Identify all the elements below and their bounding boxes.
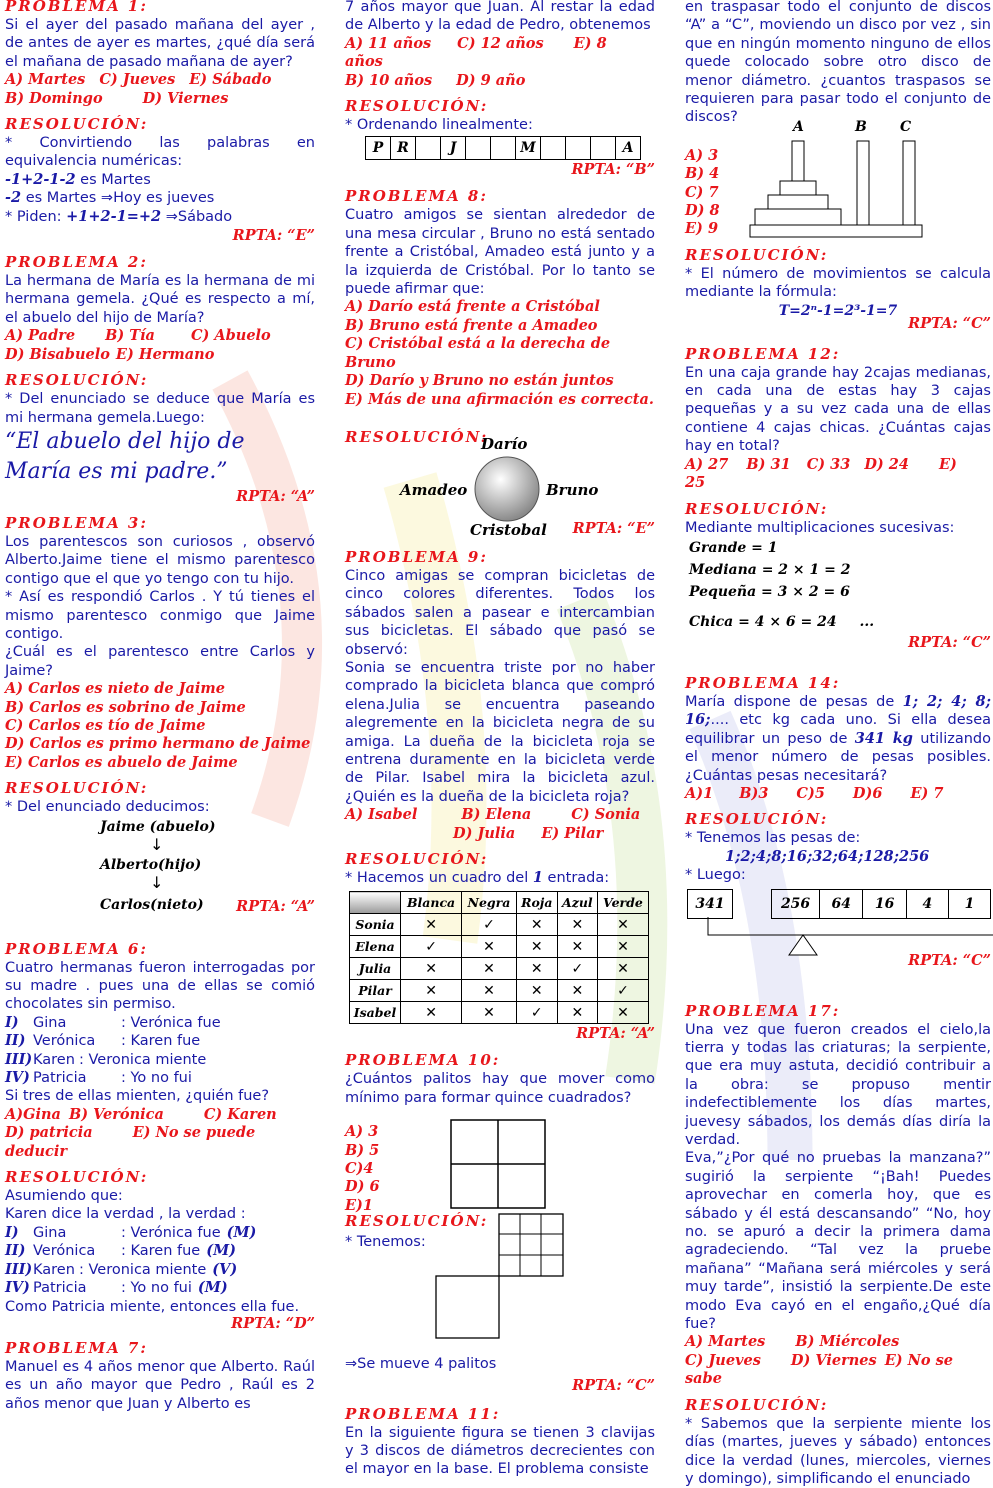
- option: A)Gina: [5, 1105, 61, 1123]
- problem-3-option: A) Carlos es nieto de Jaime: [5, 680, 225, 698]
- statement-row: [5, 1224, 315, 1242]
- problem-8-answer: RPTA: “E”: [572, 519, 655, 537]
- truth-mark: (M): [197, 1279, 228, 1297]
- option: A) 11 años: [345, 34, 432, 52]
- problem-3-text1: Los parentescos son curiosos , observó Alberto.Jaime tiene el mismo parentesco contigo que el que yo tengo con tu hijo.: [5, 533, 315, 587]
- balance-figure: [685, 885, 991, 957]
- text: utilizando el menor número de pesas posibles. ¿Cuántas pesas necesitará?: [685, 730, 991, 784]
- problem-9-options-row2: [345, 825, 655, 843]
- option: E) 8 años: [345, 34, 607, 71]
- problem-11-option: C) 7: [685, 183, 719, 201]
- statement-row: [5, 1261, 315, 1279]
- math: 341 kg: [854, 729, 913, 747]
- problem-14-res-line2: * Luego:: [685, 867, 746, 884]
- option: E) 25: [685, 455, 957, 492]
- statement-text: : Veronica miente: [79, 1261, 207, 1278]
- problem-1-answer: RPTA: “E”: [232, 227, 315, 245]
- math: -2: [5, 189, 22, 207]
- column-header: Verde: [597, 892, 648, 914]
- cross-icon: ✕: [516, 936, 557, 958]
- option: C) Karen: [203, 1105, 277, 1123]
- problem-10-option: E)1: [345, 1196, 374, 1214]
- truth-mark: (M): [206, 1242, 236, 1260]
- option: D) Viernes: [790, 1351, 877, 1369]
- statement-number: II): [5, 1242, 26, 1260]
- problem-12-options: [685, 456, 991, 493]
- ellipsis: ...: [859, 613, 875, 630]
- problem-14-res-line1: * Tenemos las pesas de:: [685, 830, 861, 847]
- cross-icon: ✕: [516, 914, 557, 936]
- statement-speaker: Verónica: [33, 1243, 96, 1260]
- seat-bruno: Bruno: [546, 480, 599, 499]
- statement-text: : Verónica fue: [121, 1014, 221, 1031]
- balance-beam: [707, 917, 993, 957]
- problem-11-text: En la siguiente figura se tienen 3 clavijas y 3 discos de diámetros decrecientes con el mayor en la base. El problema consiste: [345, 1424, 655, 1478]
- option: B)3: [739, 784, 769, 802]
- problem-1-text: Si el ayer del pasado mañana del ayer , de antes de ayer es martes, ¿qué día será el mañana de pasado mañana de ayer?: [5, 17, 315, 70]
- statement-row: [5, 1242, 315, 1260]
- option: C) 12 años: [457, 34, 544, 52]
- problem-12-answer: RPTA: “C”: [908, 633, 991, 651]
- order-cell: [491, 137, 516, 160]
- problem-3-option: B) Carlos es sobrino de Jaime: [5, 698, 246, 716]
- problem-2-answer: RPTA: “A”: [236, 487, 315, 505]
- order-cell: J: [441, 137, 466, 160]
- problem-6-options-row1: [5, 1106, 315, 1124]
- truth-mark: (V): [212, 1260, 238, 1278]
- problem-1-options-row1: [5, 71, 315, 89]
- cross-icon: ✕: [401, 914, 462, 936]
- tree-node-carlos: Carlos(nieto): [100, 896, 204, 913]
- linear-order-table: [365, 136, 641, 160]
- statement-number: III): [5, 1050, 33, 1068]
- problem-10-option: B) 5: [345, 1141, 380, 1159]
- round-table-circle: [473, 455, 541, 523]
- problem-6-question: Si tres de ellas mienten, ¿quién fue?: [5, 1088, 270, 1105]
- option: B) 10 años: [345, 71, 433, 89]
- cross-icon: ✕: [462, 980, 517, 1002]
- order-cell: [541, 137, 566, 160]
- problem-10-res-line1: * Tenemos:: [345, 1234, 426, 1251]
- down-arrow-icon: ↓: [150, 834, 164, 854]
- statement-speaker: Karen: [33, 1261, 75, 1278]
- statement-speaker: Patricia: [33, 1070, 87, 1087]
- problem-11-text-cont: en traspasar todo el conjunto de discos “A” a “C”, moviendo un disco por vez , sin que en ningún momento ninguno de ellos quede colocado sobre otro disco de menor diámetro. ¿cuantos traspasos se requieren para pasar todo el conjunto de discos?: [685, 0, 991, 126]
- family-tree: [5, 817, 315, 917]
- hanoi-towers-figure: [745, 137, 925, 239]
- truth-mark: (M): [226, 1223, 257, 1241]
- seat-dario: Darío: [481, 434, 528, 453]
- down-arrow-icon: ↓: [150, 872, 164, 892]
- problem-2-heading: PROBLEMA 2:: [5, 253, 148, 272]
- seat-cristobal: Cristobal: [470, 520, 547, 539]
- seat-amadeo: Amadeo: [400, 480, 468, 499]
- cross-icon: ✕: [462, 936, 517, 958]
- option: C) Sonia: [571, 806, 641, 824]
- option: E) No se puede deducir: [5, 1124, 256, 1160]
- table-row: [350, 980, 649, 1002]
- problem-10-figure-area: [345, 1111, 655, 1214]
- math: -1+2-1-2: [5, 170, 76, 188]
- problem-12-text: En una caja grande hay 2cajas medianas, en cada una de estas hay 3 cajas pequeñas y a su vez cada una de ellas contiene 4 cajas chicas. ¿Cuántas cajas hay en total?: [685, 364, 991, 455]
- column-left: [5, 0, 315, 1413]
- statement-speaker: Gina: [33, 1224, 67, 1241]
- statement-row: [5, 1069, 315, 1087]
- tree-node-alberto: Alberto(hijo): [100, 856, 202, 873]
- option: D) 24: [864, 455, 909, 473]
- problem-14-resolution-heading: RESOLUCIÓN:: [685, 810, 829, 829]
- option: B) 31: [746, 455, 791, 473]
- hanoi-area: [685, 118, 991, 239]
- problem-9-answer: RPTA: “A”: [576, 1025, 655, 1043]
- column-header: Negra: [462, 892, 517, 914]
- problem-8-resolution-heading: RESOLUCIÓN:: [345, 427, 489, 446]
- problem-1-res-line1: * Convirtiendo las palabras en equivalencia numéricas:: [5, 135, 315, 170]
- eq-grande: Grande = 1: [689, 539, 778, 556]
- problem-6-options-row2: [5, 1124, 315, 1161]
- problem-9-options-row1: [345, 806, 655, 824]
- check-icon: ✓: [401, 936, 462, 958]
- problem-17-heading: PROBLEMA 17:: [685, 1001, 841, 1020]
- problem-7-resolution-heading: RESOLUCIÓN:: [345, 97, 489, 116]
- option: A) Martes: [685, 1333, 766, 1351]
- option: B) Elena: [461, 806, 532, 824]
- order-cell: M: [516, 137, 541, 160]
- row-header: Elena: [350, 936, 401, 958]
- problem-17-text1: Una vez que fueron creados el cielo,la tierra y todas las criaturas; la serpiente, que era muy astuta, decidió contribuir a la obra: se propuso mentir indefectiblemente los días martes, juevesy sábados, los demás días diría la verdad.: [685, 1021, 991, 1148]
- statement-text: : Yo no fui: [121, 1280, 192, 1297]
- option: A)1: [685, 784, 714, 802]
- text: entrada:: [542, 870, 610, 886]
- problem-11-answer: RPTA: “C”: [908, 314, 991, 332]
- right-weights-table: [771, 889, 991, 919]
- problem-11-option: E) 9: [685, 220, 719, 238]
- column-middle: [345, 0, 655, 1479]
- problem-10-option: D) 6: [345, 1178, 380, 1196]
- weights-list: 1;2;4;8;16;32;64;128;256: [725, 847, 930, 865]
- peg-label-a: A: [793, 118, 804, 135]
- problem-17-text2: Eva,”¿Por qué no pruebas la manzana?” sugirió la serpiente “¡Bah! Puedes aprovechar en comerla hoy, que es sábado y él está descansando” “No, hoy no. se apuró a decir la primera dama agradeciendo. “Tal vez la pruebe mañana” “Mañana será miércoles y será muy tarde”, insistió la serpiente.De este modo Eva cayó en el engaño,¿Qué día fue?: [685, 1150, 991, 1333]
- statement-number: I): [5, 1223, 19, 1241]
- row-header: Julia: [350, 958, 401, 980]
- eq-chica-row: [689, 611, 991, 633]
- statement-row: [5, 1014, 315, 1032]
- option: B) Verónica: [68, 1105, 164, 1123]
- option: A) Isabel: [345, 806, 418, 824]
- column-header: Roja: [516, 892, 557, 914]
- problem-3-answer: RPTA: “A”: [236, 897, 315, 915]
- problem-11-option: A) 3: [685, 146, 719, 164]
- text: es Martes: [75, 171, 151, 188]
- table-row: [350, 914, 649, 936]
- option: D) Julia: [453, 824, 516, 842]
- cross-icon: ✕: [401, 1002, 462, 1024]
- table-corner: [350, 892, 401, 914]
- problem-11-heading: PROBLEMA 11:: [345, 1404, 501, 1423]
- option: A) 27: [685, 455, 729, 473]
- option: E) Pilar: [541, 824, 604, 842]
- problem-9-res-line1: [345, 869, 655, 887]
- weight-cell: 256: [772, 889, 820, 918]
- problem-17-options-row1: [685, 1333, 991, 1351]
- statement-number: IV): [5, 1069, 30, 1087]
- problem-17-res-line1: * Sabemos que la serpiente miente los días (martes, jueves y sábado) entonces dice la verdad (lunes, miercoles, viernes y domingo), simplificando el enunciado: [685, 1415, 991, 1487]
- problem-6-answer: RPTA: “D”: [231, 1314, 315, 1332]
- problem-8-option: B) Bruno está frente a Amadeo: [345, 316, 598, 334]
- statement-speaker: Gina: [33, 1014, 67, 1031]
- problem-11-option: D) 8: [685, 202, 720, 220]
- problem-6-text: Cuatro hermanas fueron interrogadas por su madre . pues una de ellas se comió chocolates sin permiso.: [5, 959, 315, 1013]
- statement-speaker: Karen: [33, 1051, 75, 1068]
- math: 1; 2; 4; 8; 16;: [685, 692, 991, 729]
- option: A) Martes: [5, 71, 86, 89]
- cross-icon: ✕: [557, 936, 597, 958]
- check-icon: ✓: [516, 1002, 557, 1024]
- option: D) 9 año: [456, 71, 526, 89]
- option: B) Domingo: [5, 89, 103, 107]
- option: C) Jueves: [99, 71, 176, 89]
- problem-14-answer: RPTA: “C”: [908, 951, 991, 969]
- weight-cell: 4: [906, 889, 948, 918]
- column-header: Blanca: [401, 892, 462, 914]
- order-cell: [591, 137, 616, 160]
- column-header: Azul: [557, 892, 597, 914]
- problem-9-heading: PROBLEMA 9:: [345, 547, 488, 566]
- matchstick-square-figure: [450, 1119, 546, 1211]
- statement-row: [5, 1032, 315, 1050]
- statement-text: : Karen fue: [121, 1033, 201, 1050]
- eq-mediana: Mediana = 2 × 1 = 2: [689, 561, 851, 578]
- solution-squares-figure: [435, 1213, 565, 1353]
- problem-3-option: C) Carlos es tío de Jaime: [5, 716, 206, 734]
- problem-2-resolution-heading: RESOLUCIÓN:: [5, 371, 149, 390]
- row-header: Pilar: [350, 980, 401, 1002]
- problem-9-text1: Cinco amigas se compran bicicletas de cinco colores diferentes. Todos los sábados salen a pasear e intercambian sus bicicletas. El sábado que pasó se observó:: [345, 567, 655, 658]
- problem-1-res-line4: [5, 208, 315, 226]
- problem-6-resolution-heading: RESOLUCIÓN:: [5, 1168, 149, 1187]
- problem-10-resolution-heading: RESOLUCIÓN:: [345, 1212, 489, 1231]
- problem-14-text: [685, 693, 991, 785]
- math: +1+2-1=+2: [66, 207, 162, 225]
- problem-7-options-row2: [345, 72, 655, 90]
- cross-icon: ✕: [557, 1002, 597, 1024]
- statement-speaker: Verónica: [33, 1033, 96, 1050]
- problem-10-heading: PROBLEMA 10:: [345, 1051, 501, 1070]
- cross-icon: ✕: [401, 980, 462, 1002]
- problem-17-resolution-heading: RESOLUCIÓN:: [685, 1395, 829, 1414]
- problem-6-res-line3: Como Patricia miente, entonces ella fue.: [5, 1298, 300, 1315]
- option: E) Hermano: [115, 345, 215, 363]
- problem-1-res-line3: [5, 189, 315, 207]
- cross-icon: ✕: [597, 958, 648, 980]
- statement-number: I): [5, 1013, 19, 1031]
- problem-2-res-line1: * Del enunciado se deduce que María es mi hermana gemela.Luego:: [5, 391, 315, 426]
- problem-6-statements-marked: [5, 1224, 315, 1298]
- problem-11-resolution-heading: RESOLUCIÓN:: [685, 245, 829, 264]
- problem-3-text2: * Así es respondió Carlos . Y tú tienes el mismo parentesco conmigo que Jaime contigo.: [5, 589, 315, 642]
- option: D) Viernes: [142, 89, 229, 107]
- eq-pequena: Pequeña = 3 × 2 = 6: [689, 583, 850, 600]
- problem-9-resolution-heading: RESOLUCIÓN:: [345, 850, 489, 868]
- problem-2-options-row1: [5, 327, 315, 345]
- problem-11-option: B) 4: [685, 165, 720, 183]
- problem-14-heading: PROBLEMA 14:: [685, 673, 841, 692]
- problem-7-heading: PROBLEMA 7:: [5, 1338, 148, 1357]
- problem-7-text-cont: 7 años mayor que Juan. Al restar la edad de Alberto y la edad de Pedro, obtenemos: [345, 0, 655, 34]
- hanoi-formula: T=2ⁿ-1=2³-1=7: [778, 302, 898, 319]
- tree-node-jaime: Jaime (abuelo): [100, 818, 216, 835]
- cross-icon: ✕: [597, 914, 648, 936]
- math: 1: [532, 869, 543, 886]
- problem-1-res-line2: [5, 171, 315, 189]
- table-row: [350, 958, 649, 980]
- problem-12-res-line1: Mediante multiplicaciones sucesivas:: [685, 519, 955, 536]
- cross-icon: ✕: [462, 1002, 517, 1024]
- problem-8-heading: PROBLEMA 8:: [345, 187, 488, 206]
- problem-2-options-row2: [5, 346, 315, 364]
- problem-10-resolution-area: [345, 1211, 655, 1355]
- order-cell: [416, 137, 441, 160]
- check-icon: ✓: [597, 980, 648, 1002]
- problem-3-option: E) Carlos es abuelo de Jaime: [5, 753, 238, 771]
- problem-8-text: Cuatro amigos se sientan alrededor de una mesa circular , Bruno no está sentado frente a Cristóbal, Amadeo está junto y a la izquierda de Cristóbal. Por lo tanto se puede afirmar que:: [345, 207, 655, 298]
- problem-3-heading: PROBLEMA 3:: [5, 513, 148, 532]
- option: E) Sábado: [189, 71, 272, 89]
- weight-cell: 64: [820, 889, 863, 918]
- order-cell: A: [616, 137, 641, 160]
- option: B) Tía: [105, 327, 155, 345]
- peg-label-c: C: [900, 118, 912, 135]
- row-header: Sonia: [350, 914, 401, 936]
- problem-1-options-row2: [5, 90, 315, 108]
- problem-8-option: E) Más de una afirmación es correcta.: [345, 390, 654, 408]
- cross-icon: ✕: [401, 958, 462, 980]
- option: E) No se sabe: [685, 1351, 954, 1388]
- statement-text: : Yo no fui: [121, 1070, 192, 1087]
- order-cell: [466, 137, 491, 160]
- text: .... etc kg cada uno. Si ella desea equilibrar un peso de: [685, 712, 991, 747]
- option: C) 33: [806, 455, 851, 473]
- problem-7-answer: RPTA: “B”: [571, 161, 655, 179]
- problem-7-res-line1: * Ordenando linealmente:: [345, 117, 533, 134]
- left-weight-box: 341: [687, 889, 733, 919]
- weight-cell: 16: [863, 889, 906, 918]
- statement-text: : Veronica miente: [79, 1051, 207, 1068]
- option: C)5: [796, 784, 825, 802]
- cross-icon: ✕: [557, 914, 597, 936]
- statement-text: : Karen fue: [121, 1243, 201, 1260]
- problem-2-text: La hermana de María es la hermana de mi hermana gemela. ¿Qué es respecto a mí, el abuelo del hijo de María?: [5, 273, 315, 326]
- problem-17-options-row2: [685, 1352, 991, 1389]
- check-icon: ✓: [557, 958, 597, 980]
- weight-cell: 1: [948, 889, 990, 918]
- problem-8-option: A) Darío está frente a Cristóbal: [345, 298, 600, 316]
- option: D) Bisabuelo: [5, 345, 110, 363]
- problem-11-res-line1: * El número de movimientos se calcula mediante la fórmula:: [685, 265, 991, 301]
- statement-number: IV): [5, 1279, 30, 1297]
- problem-3-option: D) Carlos es primo hermano de Jaime: [5, 735, 311, 753]
- option: A) Padre: [5, 327, 76, 345]
- text: María dispone de pesas de: [685, 693, 903, 710]
- text: es Martes ⇒Hoy es jueves: [21, 190, 215, 207]
- box-equations: [685, 537, 991, 633]
- problem-12-resolution-heading: RESOLUCIÓN:: [685, 499, 829, 518]
- problem-9-text2: Sonia se encuentra triste por no haber comprado la bicicleta blanca que compró elena.Julia se encuentra paseando alegremente en la bicicleta negra de su amiga. La dueña de la bicicleta roja se entrena duramente en la bicicleta verde de Pilar. Isabel mira la bicicleta azul. ¿Quién es la dueña de la bicicleta roja?: [345, 659, 655, 805]
- cross-icon: ✕: [597, 1002, 648, 1024]
- problem-1-resolution-heading: RESOLUCIÓN:: [5, 115, 149, 134]
- column-right: [685, 0, 991, 1488]
- option: B) Miércoles: [795, 1333, 900, 1351]
- statement-row: [5, 1051, 315, 1069]
- check-icon: ✓: [462, 914, 517, 936]
- option: E) 7: [910, 784, 944, 802]
- problem-6-res-line2: Karen dice la verdad , la verdad :: [5, 1206, 246, 1223]
- option: D)6: [852, 784, 883, 802]
- table-row: [350, 936, 649, 958]
- problem-6-res-line1: Asumiendo que:: [5, 1188, 123, 1205]
- cross-icon: ✕: [516, 980, 557, 1002]
- bike-table: [349, 891, 649, 1024]
- problem-2-quote: “El abuelo del hijo de María es mi padre.”: [5, 428, 245, 484]
- text: * Piden:: [5, 208, 67, 225]
- table-row: [350, 1002, 649, 1024]
- problem-3-text3: ¿Cuál es el parentesco entre Carlos y Jaime?: [5, 644, 315, 679]
- problem-8-option: D) Darío y Bruno no están juntos: [345, 372, 614, 390]
- problem-3-resolution-heading: RESOLUCIÓN:: [5, 779, 149, 798]
- problem-1-heading: PROBLEMA 1:: [5, 0, 148, 15]
- problem-6-heading: PROBLEMA 6:: [5, 939, 148, 958]
- statement-number: II): [5, 1032, 26, 1050]
- eq-chica: Chica = 4 × 6 = 24: [689, 613, 837, 630]
- problem-8-option: C) Cristóbal está a la derecha de Bruno: [345, 335, 611, 371]
- problem-6-statements: [5, 1014, 315, 1088]
- problem-14-options: [685, 785, 991, 803]
- problem-10-option: A) 3: [345, 1123, 379, 1141]
- problem-7-options-row1: [345, 35, 655, 72]
- problem-10-option: C)4: [345, 1160, 374, 1178]
- cross-icon: ✕: [462, 958, 517, 980]
- problem-10-text: ¿Cuántos palitos hay que mover como mínimo para formar quince cuadrados?: [345, 1071, 655, 1106]
- text: * Hacemos un cuadro del: [345, 870, 533, 886]
- cross-icon: ✕: [557, 980, 597, 1002]
- text: ⇒Sábado: [161, 208, 233, 225]
- cross-icon: ✕: [597, 936, 648, 958]
- statement-number: III): [5, 1260, 33, 1278]
- problem-12-heading: PROBLEMA 12:: [685, 344, 841, 363]
- statement-text: : Verónica fue: [121, 1224, 221, 1241]
- order-cell: [566, 137, 591, 160]
- statement-row: [5, 1279, 315, 1297]
- order-cell: P: [366, 137, 391, 160]
- statement-speaker: Patricia: [33, 1280, 87, 1297]
- row-header: Isabel: [350, 1002, 401, 1024]
- peg-label-b: B: [855, 118, 867, 135]
- cross-icon: ✕: [516, 958, 557, 980]
- order-cell: R: [391, 137, 416, 160]
- problem-10-res-line2: ⇒Se mueve 4 palitos: [345, 1356, 497, 1373]
- problem-3-res-line1: * Del enunciado deducimos:: [5, 799, 210, 816]
- option: C) Jueves: [685, 1351, 761, 1369]
- problem-7-text: Manuel es 4 años menor que Alberto. Raúl es un año mayor que Pedro , Raúl es 2 años menor que Juan y Alberto es: [5, 1358, 315, 1412]
- option: C) Abuelo: [190, 327, 271, 345]
- problem-10-answer: RPTA: “C”: [572, 1376, 655, 1394]
- option: D) patricia: [5, 1124, 93, 1142]
